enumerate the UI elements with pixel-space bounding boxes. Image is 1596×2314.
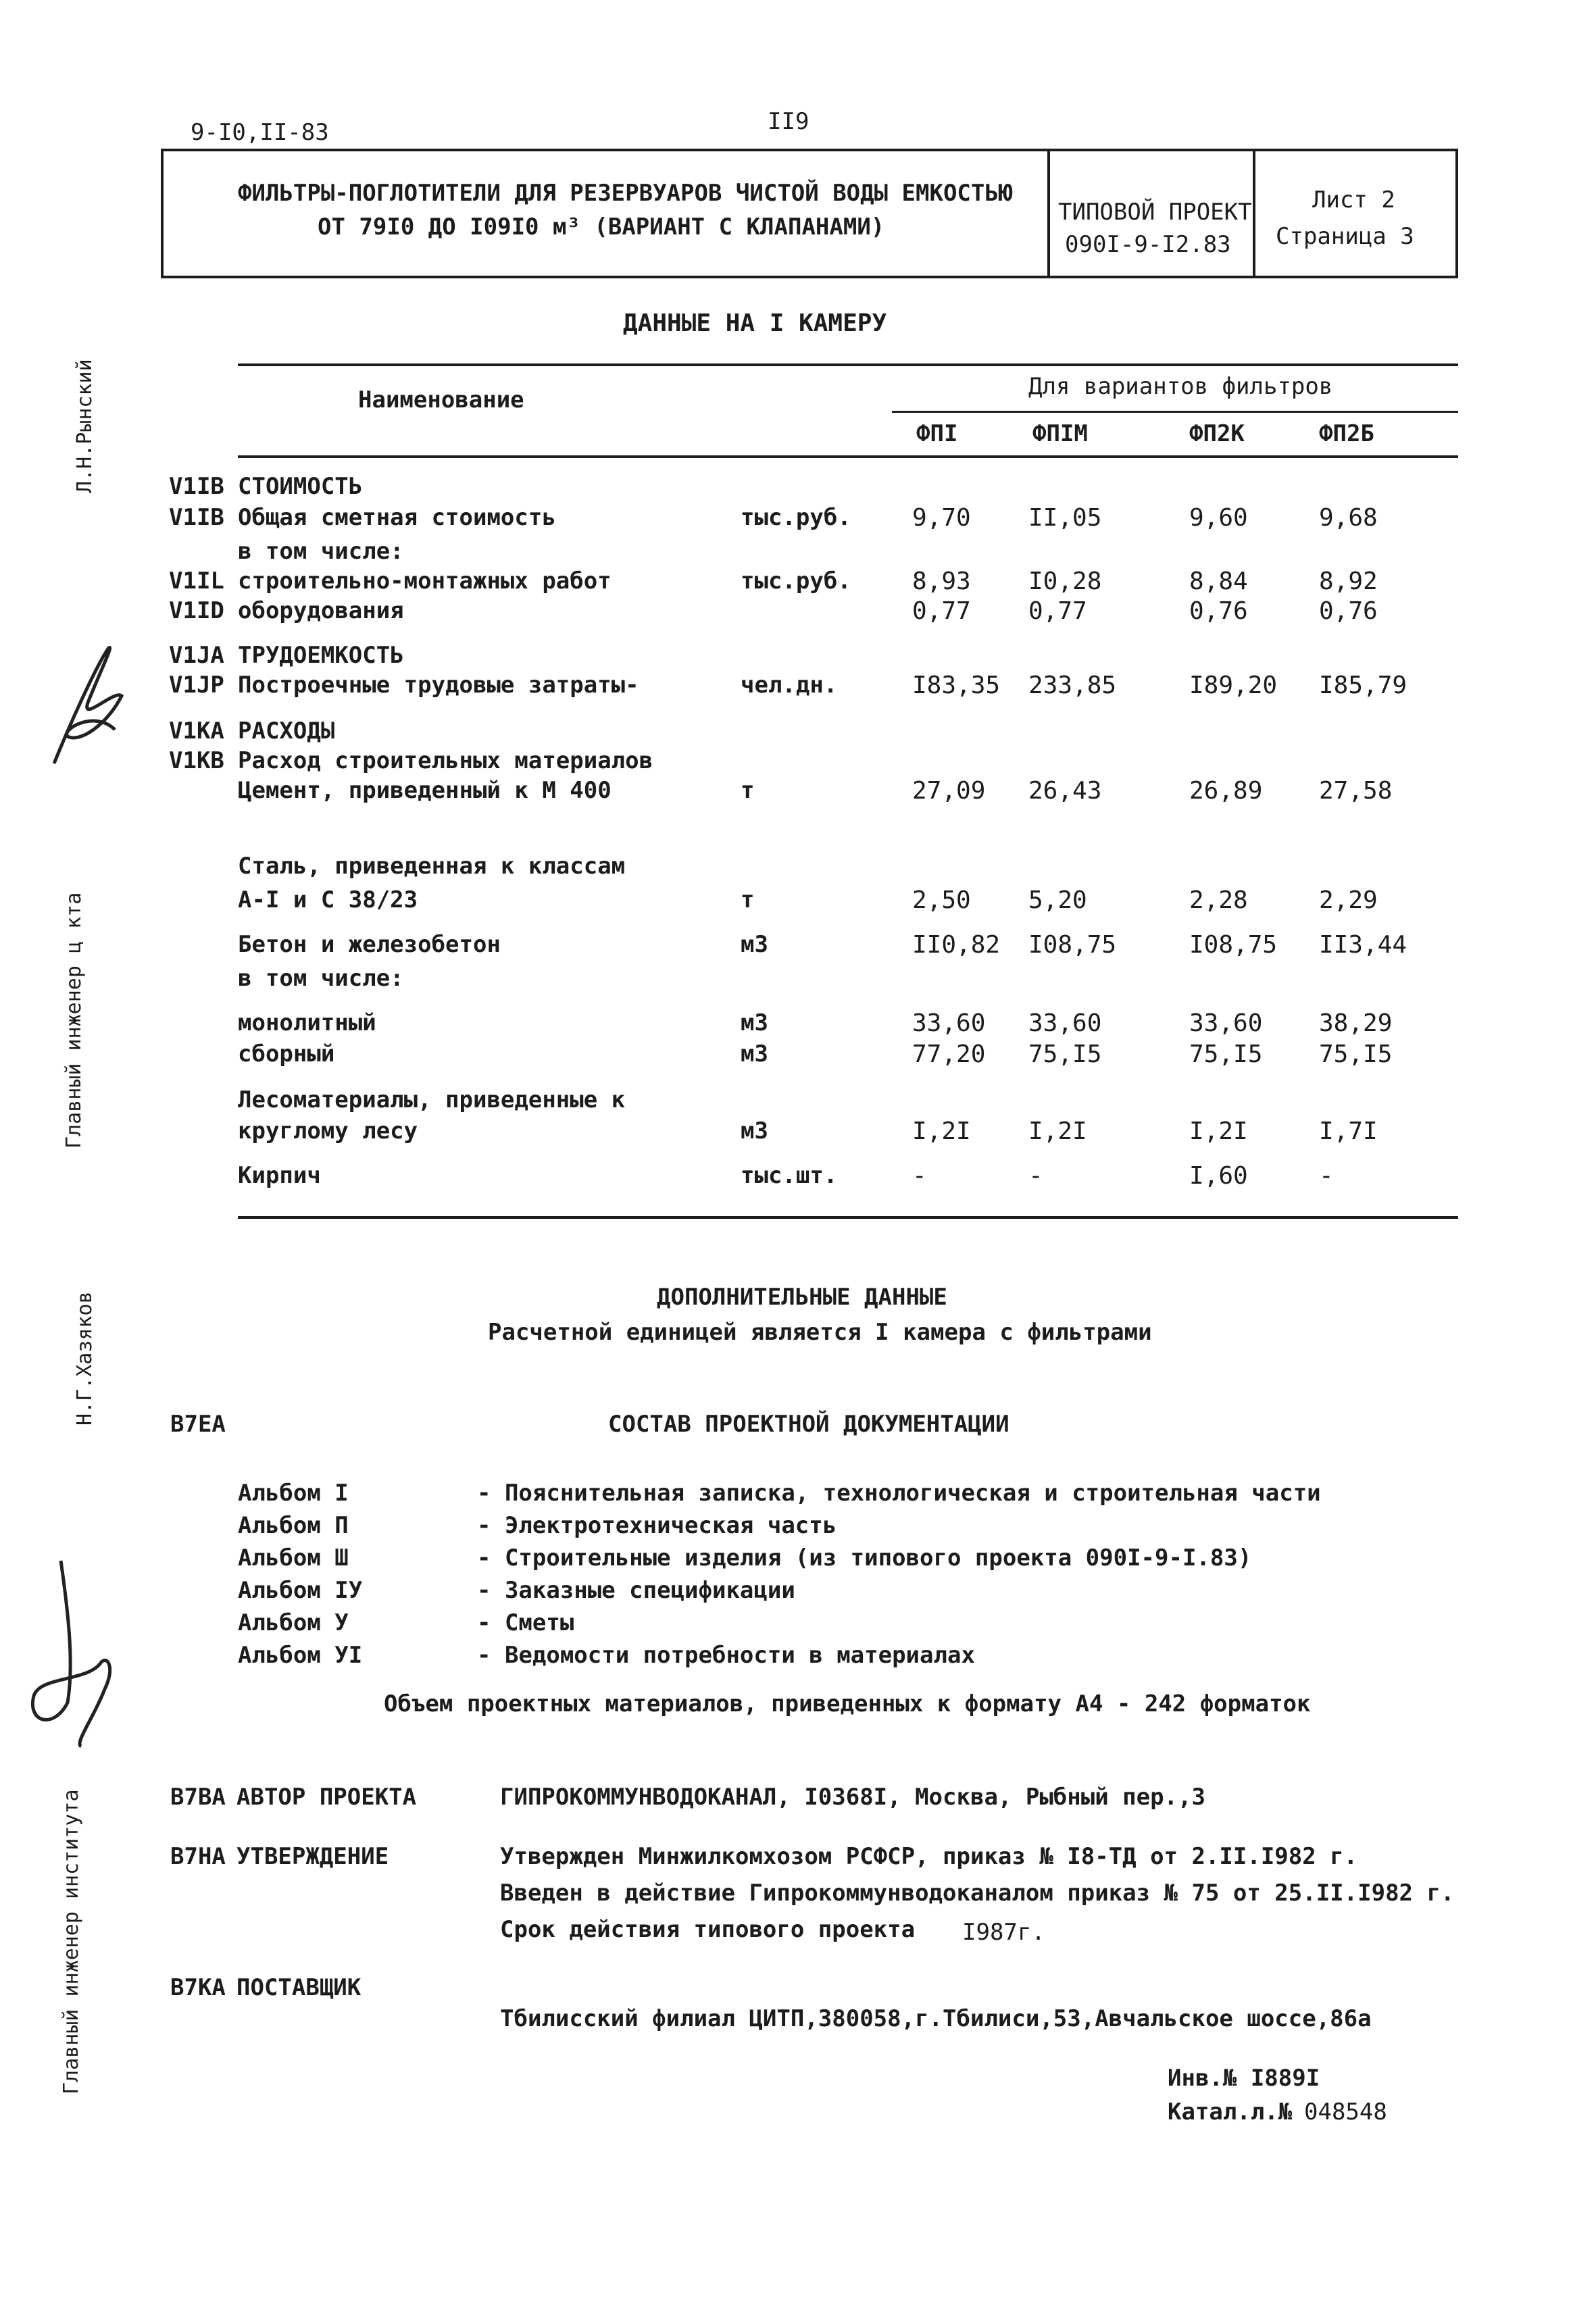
- page-label: Страница 3: [1276, 223, 1414, 250]
- row-value: 5,20: [1028, 886, 1087, 914]
- author-code: В7ВА: [170, 1784, 226, 1811]
- sheet-cell: [1255, 151, 1458, 276]
- row-value: 77,20: [912, 1040, 986, 1068]
- row-value: 2,28: [1189, 886, 1248, 914]
- row-value: 75,I5: [1189, 1040, 1263, 1068]
- album-desc: - Электротехническая часть: [477, 1512, 837, 1539]
- row-code: V1KA: [169, 718, 224, 745]
- row-code: V1ID: [169, 597, 224, 624]
- table-group-rule: [892, 411, 1458, 413]
- row-value: I,2I: [1028, 1117, 1087, 1145]
- row-code: V1JP: [169, 672, 224, 699]
- row-value: 0,77: [912, 597, 971, 625]
- row-name: Цемент, приведенный к М 400: [238, 777, 612, 804]
- album-name: Альбом I: [238, 1480, 349, 1507]
- row-value: 8,84: [1189, 568, 1248, 595]
- row-value: 9,70: [912, 504, 971, 532]
- row-name: в том числе:: [238, 965, 404, 992]
- approval-code: В7НА: [170, 1843, 226, 1870]
- title-cell: [164, 151, 1050, 276]
- album-desc: - Ведомости потребности в материалах: [477, 1642, 975, 1669]
- row-value: 8,92: [1319, 568, 1378, 595]
- col-header-group: Для вариантов фильтров: [1028, 373, 1333, 400]
- row-value: 33,60: [1189, 1009, 1263, 1037]
- table-header-rule: [238, 455, 1458, 458]
- row-name: ТРУДОЕМКОСТЬ: [238, 642, 404, 669]
- row-code: V1KB: [169, 747, 224, 774]
- supplier-value: Тбилисский филиал ЦИТП,380058,г.Тбилиси,53,Авчальское шоссе,86а: [500, 2005, 1372, 2032]
- row-name: Лесоматериалы, приведенные к: [238, 1086, 626, 1113]
- row-unit: м3: [741, 1040, 768, 1067]
- margin-chief-engineer-label: Главный инженер ц кта: [62, 892, 86, 1149]
- supplier-label: ПОСТАВЩИК: [236, 1974, 361, 2001]
- project-code: 090I-9-I2.83: [1065, 231, 1231, 258]
- row-value: 33,60: [912, 1009, 986, 1037]
- album-name: Альбом П: [238, 1512, 349, 1539]
- row-name: Построечные трудовые затраты-: [238, 672, 639, 699]
- row-value: I,60: [1189, 1162, 1248, 1190]
- doc-code: 9-I0,II-83: [191, 119, 329, 146]
- supplier-code: В7КА: [170, 1974, 226, 2001]
- col-header-name: Наименование: [358, 386, 524, 413]
- album-name: Альбом УI: [238, 1642, 363, 1669]
- row-unit: м3: [741, 1117, 768, 1145]
- row-value: I,7I: [1319, 1117, 1378, 1145]
- catalog-number: 048548: [1304, 2098, 1387, 2126]
- row-value: 0,76: [1319, 597, 1378, 625]
- row-value: I89,20: [1189, 672, 1278, 699]
- inventory-number: Инв.№ I889I: [1168, 2065, 1320, 2092]
- row-unit: тыс.руб.: [741, 504, 851, 531]
- row-name: круглому лесу: [238, 1117, 418, 1145]
- row-name: А-I и С 38/23: [238, 886, 418, 913]
- row-value: -: [912, 1162, 927, 1190]
- row-value: 33,60: [1028, 1009, 1102, 1037]
- composition-title: СОСТАВ ПРОЕКТНОЙ ДОКУМЕНТАЦИИ: [608, 1411, 1009, 1438]
- signature-2-icon: [14, 1554, 122, 1750]
- row-value: 38,29: [1319, 1009, 1393, 1037]
- row-value: I0,28: [1028, 568, 1102, 595]
- title-line-1: ФИЛЬТРЫ-ПОГЛОТИТЕЛИ ДЛЯ РЕЗЕРВУАРОВ ЧИСТОЙ ВОДЫ ЕМКОСТЬЮ: [238, 180, 1013, 207]
- row-value: II,05: [1028, 504, 1102, 532]
- approval-line-2: Введен в действие Гипрокоммунводоканалом приказ № 75 от 25.II.I982 г.: [500, 1880, 1455, 1907]
- row-unit: т: [741, 777, 755, 804]
- row-code: V1IB: [169, 473, 224, 500]
- additional-title: ДОПОЛНИТЕЛЬНЫЕ ДАННЫЕ: [657, 1284, 947, 1311]
- row-name: сборный: [238, 1040, 335, 1067]
- row-value: 0,76: [1189, 597, 1248, 625]
- catalog-label: Катал.л.№: [1168, 2098, 1293, 2126]
- album-name: Альбом IУ: [238, 1577, 363, 1604]
- row-unit: чел.дн.: [741, 672, 838, 699]
- row-value: 0,77: [1028, 597, 1087, 625]
- row-value: 27,58: [1319, 777, 1393, 805]
- volume-note: Объем проектных материалов, приведенных к формату А4 - 242 форматок: [384, 1690, 1311, 1717]
- col-header-fp2b: ФП2Б: [1319, 420, 1374, 447]
- col-header-fp1: ФПI: [916, 420, 958, 447]
- section-title: ДАННЫЕ НА I КАМЕРУ: [623, 309, 887, 337]
- row-name: в том числе:: [238, 538, 404, 565]
- row-name: СТОИМОСТЬ: [238, 473, 363, 500]
- row-value: II0,82: [912, 931, 1001, 959]
- row-value: I85,79: [1319, 672, 1407, 699]
- author-label: АВТОР ПРОЕКТА: [236, 1784, 417, 1811]
- project-label: ТИПОВОЙ ПРОЕКТ: [1058, 199, 1252, 226]
- margin-institute-chief-label: Главный инженер института: [59, 1789, 83, 2094]
- row-value: -: [1028, 1162, 1043, 1190]
- row-name: Бетон и железобетон: [238, 931, 501, 958]
- project-cell: [1050, 151, 1255, 276]
- approval-validity-value: I987г.: [962, 1919, 1045, 1946]
- approval-line-1: Утвержден Минжилкомхозом РСФСР, приказ № I8-ТД от 2.II.I982 г.: [500, 1843, 1358, 1870]
- row-name: РАСХОДЫ: [238, 718, 335, 745]
- row-code: V1IB: [169, 504, 224, 531]
- row-unit: тыс.руб.: [741, 568, 851, 595]
- album-desc: - Строительные изделия (из типового проекта 090I-9-I.83): [477, 1544, 1252, 1571]
- row-unit: м3: [741, 1009, 768, 1036]
- album-desc: - Пояснительная записка, технологическая и строительная части: [477, 1480, 1321, 1507]
- title-block: [161, 149, 1458, 278]
- row-value: 9,60: [1189, 504, 1248, 532]
- author-value: ГИПРОКОММУНВОДОКАНАЛ, I0368I, Москва, Рыбный пер.,3: [500, 1784, 1205, 1811]
- row-value: 75,I5: [1319, 1040, 1393, 1068]
- album-desc: - Заказные спецификации: [477, 1577, 795, 1604]
- row-name: Сталь, приведенная к классам: [238, 853, 626, 880]
- row-value: I08,75: [1028, 931, 1117, 959]
- row-value: I,2I: [912, 1117, 971, 1145]
- row-name: оборудования: [238, 597, 404, 624]
- row-value: 8,93: [912, 568, 971, 595]
- row-value: 233,85: [1028, 672, 1117, 699]
- additional-subtitle: Расчетной единицей является I камера с фильтрами: [488, 1319, 1152, 1346]
- approval-validity-label: Срок действия типового проекта: [500, 1916, 916, 1943]
- row-name: строительно-монтажных работ: [238, 568, 612, 595]
- album-name: Альбом У: [238, 1609, 349, 1636]
- margin-signer-top: Л.Н.Рынский: [73, 359, 97, 493]
- row-code: V1JA: [169, 642, 224, 669]
- album-name: Альбом Ш: [238, 1544, 349, 1571]
- margin-signer-khazyakov: Н.Г.Хазяков: [73, 1291, 97, 1426]
- row-value: 27,09: [912, 777, 986, 805]
- sheet-label: Лист 2: [1312, 186, 1395, 213]
- row-unit: м3: [741, 931, 768, 958]
- composition-code: В7ЕА: [170, 1411, 226, 1438]
- title-line-2: ОТ 79I0 ДО I09I0 м³ (ВАРИАНТ С КЛАПАНАМИ): [318, 213, 885, 241]
- row-unit: т: [741, 886, 755, 913]
- row-value: 26,89: [1189, 777, 1263, 805]
- signature-1-icon: [41, 628, 128, 784]
- row-value: 9,68: [1319, 504, 1378, 532]
- album-desc: - Сметы: [477, 1609, 574, 1636]
- row-value: 2,50: [912, 886, 971, 914]
- row-name: Расход строительных материалов: [238, 747, 653, 774]
- row-unit: тыс.шт.: [741, 1162, 838, 1189]
- row-value: I08,75: [1189, 931, 1278, 959]
- page-number: II9: [768, 108, 809, 135]
- row-name: Общая сметная стоимость: [238, 504, 556, 531]
- row-value: I83,35: [912, 672, 1001, 699]
- table-top-rule: [238, 363, 1458, 366]
- row-name: монолитный: [238, 1009, 376, 1036]
- row-value: 75,I5: [1028, 1040, 1102, 1068]
- row-name: Кирпич: [238, 1162, 321, 1189]
- approval-label: УТВЕРЖДЕНИЕ: [236, 1843, 389, 1870]
- row-value: II3,44: [1319, 931, 1407, 959]
- col-header-fp1m: ФПIМ: [1032, 420, 1088, 447]
- row-code: V1IL: [169, 568, 224, 595]
- row-value: 2,29: [1319, 886, 1378, 914]
- row-value: 26,43: [1028, 777, 1102, 805]
- row-value: I,2I: [1189, 1117, 1248, 1145]
- table-bottom-rule: [238, 1216, 1458, 1219]
- row-value: -: [1319, 1162, 1334, 1190]
- col-header-fp2k: ФП2К: [1189, 420, 1245, 447]
